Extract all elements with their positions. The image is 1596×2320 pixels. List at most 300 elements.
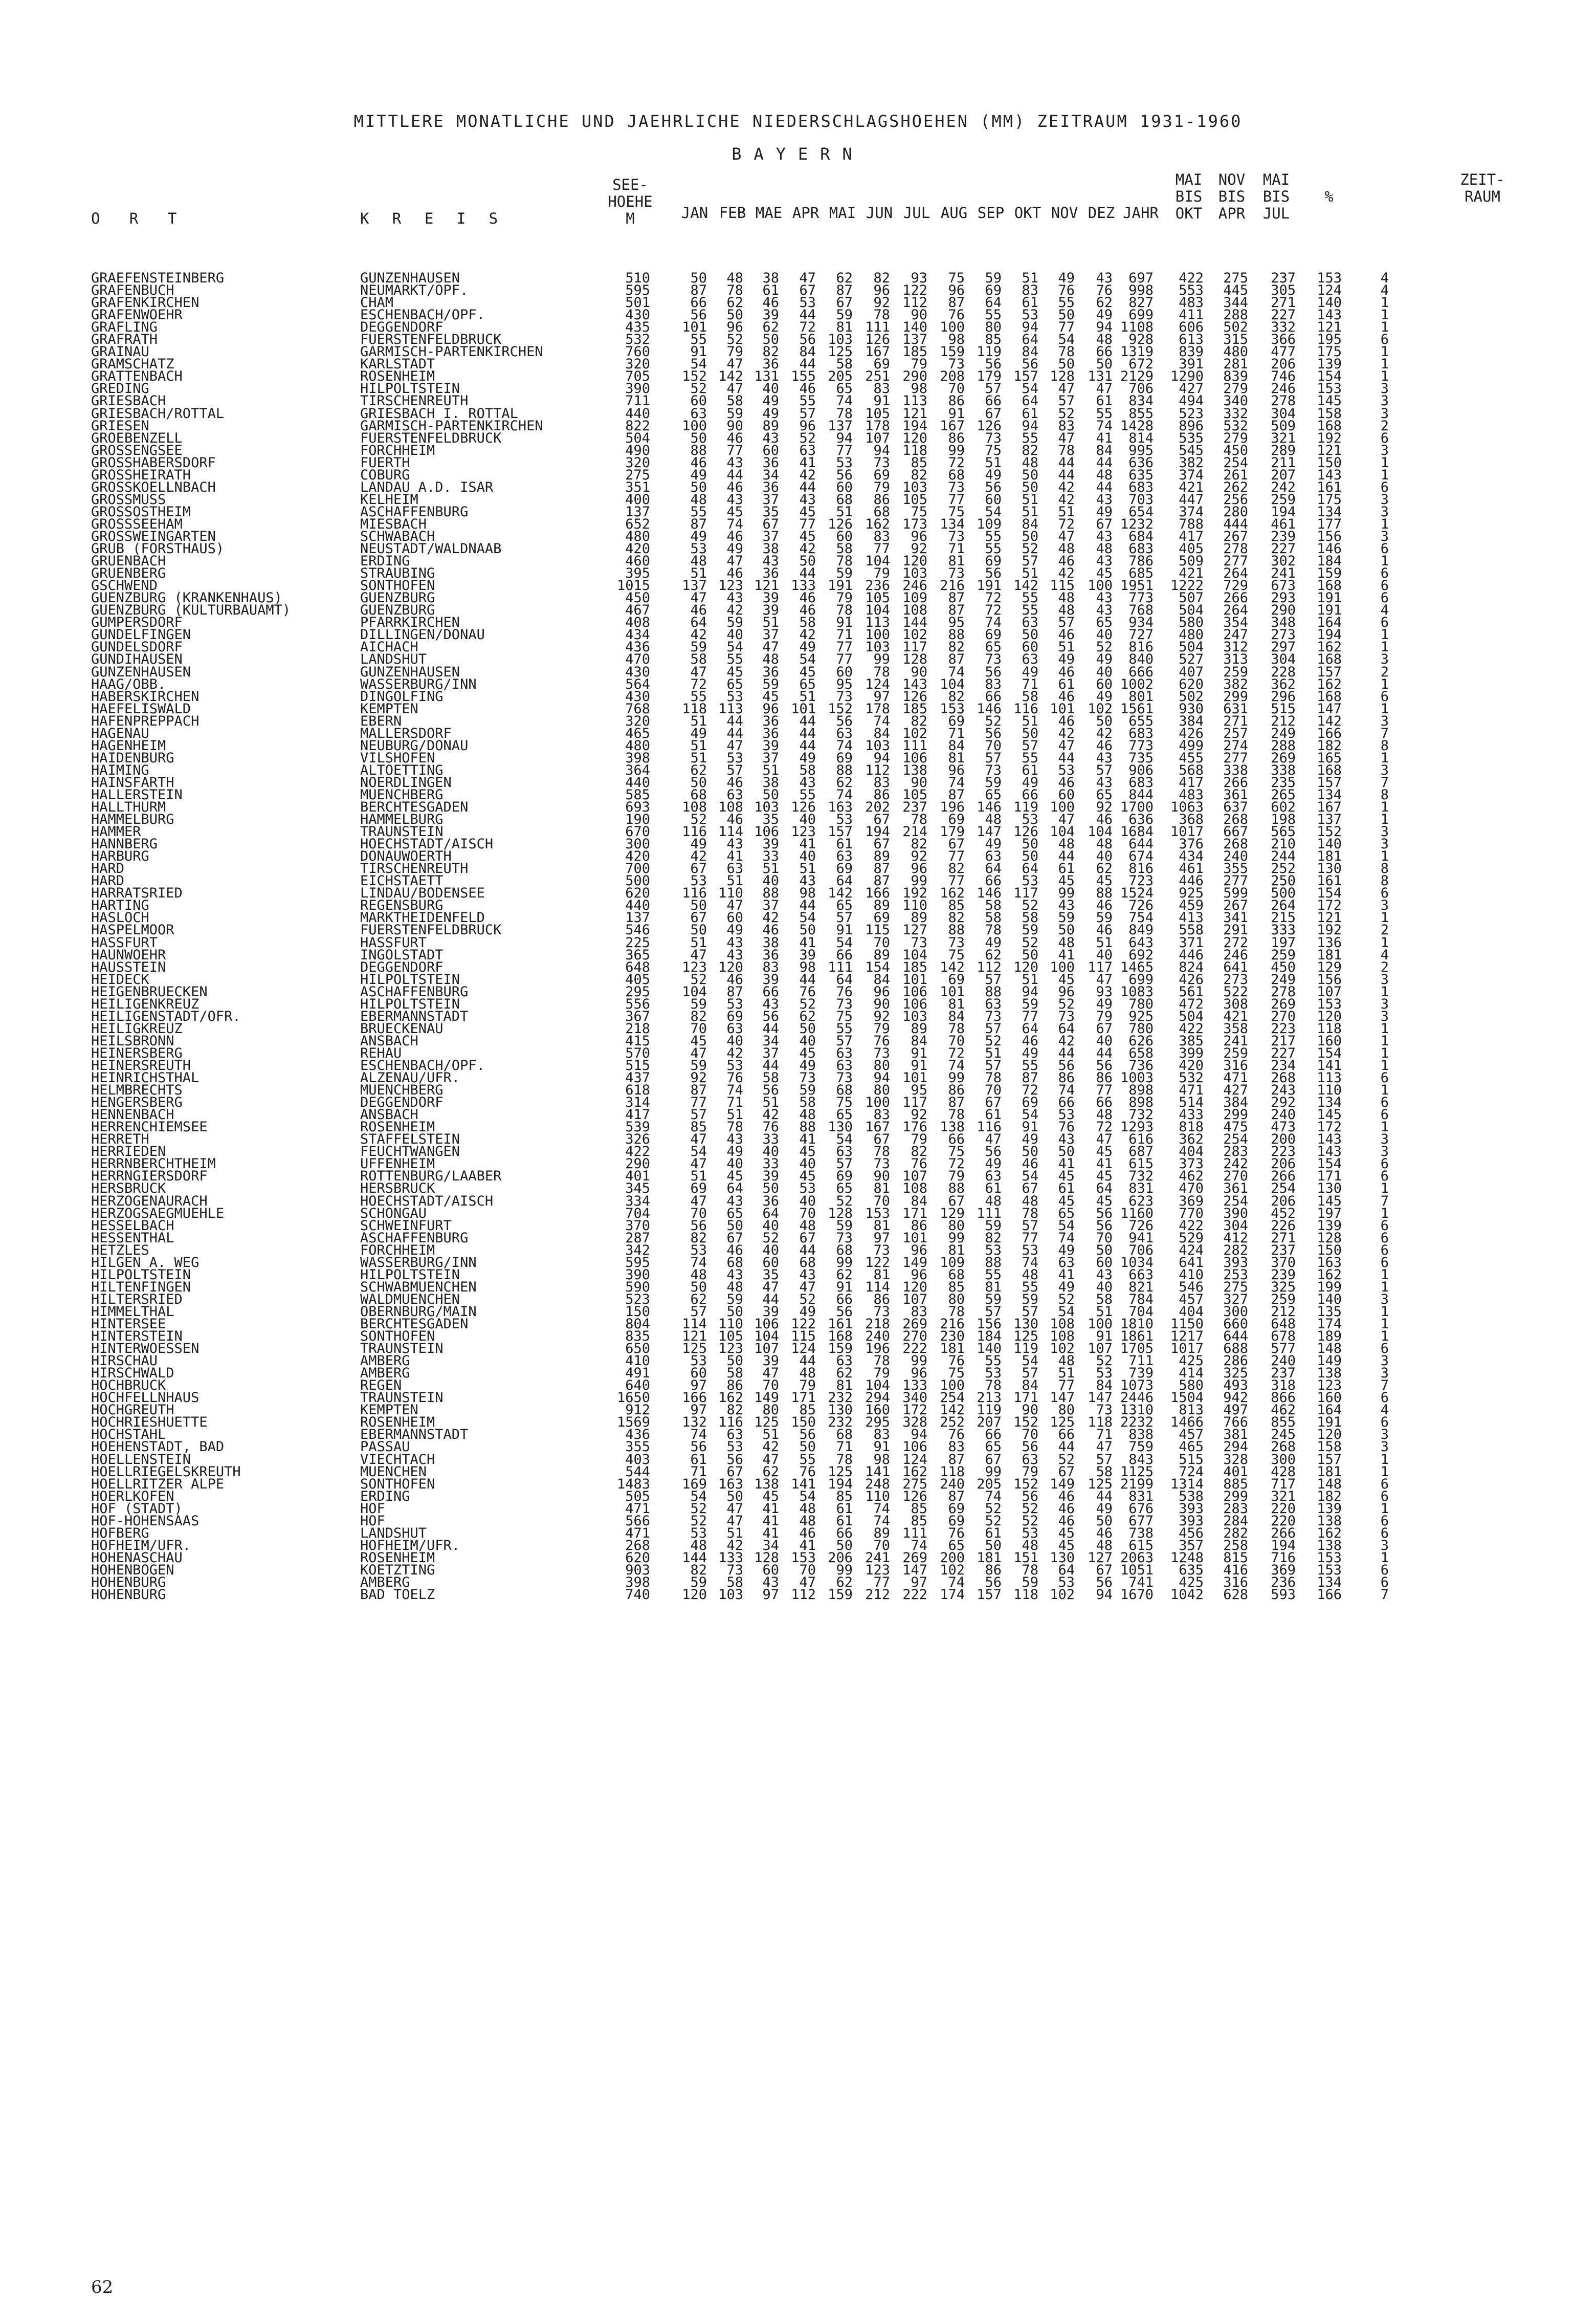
cell-mae: 46 [762,922,779,938]
cell-kreis: ASCHAFFENBURG [360,983,469,1000]
cell-jun: 80 [873,1058,890,1074]
cell-ort: HERRNBERCHTHEIM [91,1156,216,1172]
cell-aug: 73 [948,528,965,544]
cell-mae: 96 [762,701,779,717]
cell-feb: 46 [726,565,743,582]
cell-sep: 53 [985,1242,1002,1258]
header-mai-jul-line: MAI [1262,171,1290,188]
cell-mai-jul: 249 [1271,725,1296,741]
cell-jan: 59 [690,1574,707,1590]
cell-nov: 78 [1058,344,1075,360]
cell-nov: 53 [1058,1107,1075,1123]
cell-jahr: 626 [1128,1033,1154,1049]
cell-mai-jul: 509 [1271,418,1296,434]
cell-nov-apr: 355 [1223,861,1248,877]
table-row [0,737,1596,754]
cell-mai-okt: 535 [1179,430,1204,446]
cell-sep: 55 [985,1266,1002,1283]
cell-mai-okt: 925 [1179,885,1204,902]
cell-mai-okt: 471 [1179,1082,1204,1099]
cell-ort: HOERLKOFEN [91,1488,174,1504]
cell-feb: 120 [718,959,743,975]
cell-okt: 48 [1022,1537,1038,1553]
cell-mai: 159 [828,1587,853,1603]
cell-apr: 41 [799,836,816,852]
cell-kreis: ESCHENBACH/OPF. [360,1058,485,1074]
cell-zeitraum: 6 [1380,1476,1389,1492]
cell-jahr: 831 [1128,1488,1154,1504]
header-mai-line: MAI [829,204,856,222]
cell-mai-jul: 602 [1271,799,1296,816]
cell-feb: 110 [718,885,743,902]
cell-jul: 95 [911,1082,927,1099]
cell-jun: 69 [873,467,890,483]
cell-mai-jul: 348 [1271,615,1296,631]
cell-mai-okt: 376 [1179,836,1204,852]
cell-feb: 43 [726,454,743,471]
cell-dez: 65 [1096,786,1113,803]
cell-pct: 162 [1317,1266,1342,1283]
cell-nov: 41 [1058,1266,1075,1283]
cell-jan: 70 [690,1205,707,1221]
cell-mae: 51 [762,615,779,631]
station-table [0,272,1596,1601]
cell-apr: 62 [799,1008,816,1024]
cell-sep: 57 [985,381,1002,397]
cell-dez: 71 [1096,1427,1113,1443]
cell-ort: HAGENHEIM [91,737,166,754]
header-sep-line: SEP [977,204,1005,222]
cell-jahr: 636 [1128,812,1154,828]
cell-kreis: SONTHOFEN [360,1328,435,1345]
cell-zeitraum: 7 [1380,774,1389,791]
cell-nov: 50 [1058,922,1075,938]
cell-pct: 153 [1317,1562,1342,1578]
cell-seehoehe: 470 [625,651,650,668]
cell-mai-jul: 296 [1271,688,1296,705]
table-row [0,1549,1596,1566]
cell-mai-jul: 264 [1271,898,1296,914]
cell-mai-jul: 245 [1271,1427,1296,1443]
cell-seehoehe: 334 [625,1193,650,1209]
cell-nov-apr: 268 [1223,812,1248,828]
cell-dez: 44 [1096,1488,1113,1504]
cell-mai-okt: 1063 [1170,799,1204,816]
cell-aug: 77 [948,873,965,889]
cell-ort: HEINERSREUTH [91,1058,191,1074]
cell-apr: 39 [799,947,816,963]
cell-kreis: KARLSTADT [360,356,435,373]
cell-nov-apr: 264 [1223,602,1248,619]
cell-ort: GROSSOSTHEIM [91,504,191,520]
cell-jahr: 941 [1128,1230,1154,1246]
cell-aug: 76 [948,1427,965,1443]
cell-mai-okt: 1217 [1170,1328,1204,1345]
table-row [0,297,1596,309]
header-mai-okt [1176,171,1202,222]
cell-seehoehe: 1569 [616,1414,650,1431]
table-row [0,1527,1596,1540]
cell-zeitraum: 1 [1380,1205,1389,1221]
cell-ort: HOCHGREUTH [91,1402,174,1418]
cell-sep: 72 [985,602,1002,619]
cell-feb: 40 [726,1033,743,1049]
cell-kreis: FORCHHEIM [360,1242,435,1258]
cell-mai-jul: 289 [1271,442,1296,458]
table-row [0,395,1596,407]
table-row [0,983,1596,1000]
cell-feb: 48 [726,1279,743,1295]
cell-zeitraum: 8 [1380,786,1389,803]
cell-ort: HAAG/OBB. [91,676,166,692]
cell-sep: 59 [985,1217,1002,1234]
cell-jahr: 773 [1128,590,1154,606]
cell-jahr: 840 [1128,651,1154,668]
cell-okt: 52 [1022,898,1038,914]
cell-mai: 64 [836,971,853,988]
cell-jun: 112 [865,762,890,778]
cell-apr: 40 [799,1156,816,1172]
cell-jahr: 786 [1128,553,1154,570]
cell-sep: 55 [985,307,1002,323]
cell-zeitraum: 8 [1380,873,1389,889]
cell-aug: 75 [948,1365,965,1382]
region-heading: BAYERN [731,144,864,164]
table-row [0,641,1596,653]
cell-seehoehe: 351 [625,479,650,495]
cell-jahr: 683 [1128,479,1154,495]
cell-kreis: GUENZBURG [360,590,435,606]
cell-jahr: 674 [1128,848,1154,865]
cell-jan: 166 [682,1390,707,1406]
cell-dez: 92 [1096,799,1113,816]
cell-kreis: ANSBACH [360,1033,418,1049]
cell-mae: 60 [762,442,779,458]
table-row [0,553,1596,570]
cell-mai-jul: 220 [1271,1513,1296,1529]
cell-mai-okt: 457 [1179,1291,1204,1307]
cell-dez: 131 [1088,368,1113,385]
cell-jul: 270 [902,1328,927,1345]
cell-feb: 53 [726,688,743,705]
cell-mae: 47 [762,1365,779,1382]
cell-mai-jul: 212 [1271,713,1296,729]
cell-seehoehe: 693 [625,799,650,816]
header-mae-line: MAE [755,204,783,222]
cell-jul: 106 [902,983,927,1000]
cell-mai-jul: 462 [1271,1402,1296,1418]
cell-feb: 114 [718,824,743,840]
cell-jahr: 677 [1128,1513,1154,1529]
cell-nov-apr: 354 [1223,615,1248,631]
cell-nov: 47 [1058,737,1075,754]
cell-dez: 100 [1088,578,1113,594]
cell-nov-apr: 885 [1223,1476,1248,1492]
cell-jahr: 834 [1128,393,1154,409]
cell-mai-okt: 499 [1179,737,1204,754]
cell-nov: 80 [1058,1402,1075,1418]
cell-sep: 57 [985,971,1002,988]
cell-seehoehe: 417 [625,1107,650,1123]
cell-mai: 206 [828,1549,853,1566]
cell-kreis: DILLINGEN/DONAU [360,627,485,643]
cell-mai: 111 [828,959,853,975]
cell-okt: 57 [1022,1303,1038,1320]
cell-jan: 87 [690,1082,707,1099]
cell-jahr: 925 [1128,1008,1154,1024]
cell-jun: 196 [865,1341,890,1357]
cell-mai-jul: 318 [1271,1377,1296,1394]
cell-mai-jul: 237 [1271,1242,1296,1258]
cell-kreis: MARKTHEIDENFELD [360,910,485,926]
cell-mai-jul: 227 [1271,1045,1296,1061]
table-row [0,1589,1596,1601]
cell-nov: 59 [1058,910,1075,926]
cell-apr: 49 [799,639,816,655]
cell-jun: 78 [873,664,890,680]
cell-zeitraum: 1 [1380,1316,1389,1332]
cell-sep: 67 [985,1095,1002,1111]
cell-ort: GRAFENKIRCHEN [91,295,199,311]
cell-jahr: 704 [1128,1303,1154,1320]
cell-mai: 79 [836,590,853,606]
cell-feb: 162 [718,1390,743,1406]
cell-jan: 50 [690,774,707,791]
cell-dez: 45 [1096,873,1113,889]
cell-mae: 60 [762,1562,779,1578]
cell-jul: 84 [911,1033,927,1049]
cell-mai-jul: 241 [1271,565,1296,582]
header-sep [978,205,1004,222]
cell-jun: 78 [873,1144,890,1160]
table-row [0,1047,1596,1060]
cell-seehoehe: 398 [625,1574,650,1590]
cell-sep: 191 [977,578,1002,594]
cell-apr: 96 [799,418,816,434]
cell-ort: GUENZBURG (KRANKENHAUS) [91,590,282,606]
cell-kreis: BERCHTESGADEN [360,799,469,816]
cell-jahr: 898 [1128,1095,1154,1111]
cell-jan: 50 [690,922,707,938]
cell-feb: 74 [726,516,743,532]
cell-kreis: HILPOLTSTEIN [360,971,460,988]
cell-mai-jul: 366 [1271,332,1296,348]
cell-okt: 116 [1013,701,1038,717]
cell-kreis: KEMPTEN [360,1402,418,1418]
cell-jan: 49 [690,836,707,852]
cell-mai-jul: 206 [1271,1156,1296,1172]
cell-kreis: EICHSTAETT [360,873,444,889]
cell-feb: 47 [726,898,743,914]
cell-sep: 50 [985,1537,1002,1553]
cell-feb: 42 [726,1045,743,1061]
cell-feb: 67 [726,1463,743,1480]
cell-mai-okt: 413 [1179,910,1204,926]
cell-okt: 56 [1022,1488,1038,1504]
cell-pct: 149 [1317,1353,1342,1369]
cell-jahr: 2129 [1120,368,1154,385]
cell-aug: 167 [940,418,965,434]
cell-apr: 65 [799,676,816,692]
cell-nov-apr: 729 [1223,578,1248,594]
cell-aug: 69 [948,971,965,988]
cell-mai-jul: 305 [1271,282,1296,299]
cell-mai: 77 [836,651,853,668]
cell-apr: 50 [799,922,816,938]
cell-kreis: FUERTH [360,454,410,471]
cell-jahr: 699 [1128,971,1154,988]
cell-nov: 100 [1050,799,1075,816]
cell-kreis: ERDING [360,1488,410,1504]
cell-dez: 47 [1096,381,1113,397]
cell-zeitraum: 1 [1380,910,1389,926]
table-row [0,481,1596,494]
cell-mai-jul: 321 [1271,1488,1296,1504]
cell-feb: 47 [726,553,743,570]
cell-seehoehe: 137 [625,910,650,926]
cell-aug: 65 [948,1537,965,1553]
cell-pct: 162 [1317,639,1342,655]
cell-apr: 70 [799,1562,816,1578]
cell-dez: 50 [1096,1242,1113,1258]
cell-nov: 52 [1058,1451,1075,1468]
cell-ort: GRAMSCHATZ [91,356,174,373]
cell-feb: 40 [726,1156,743,1172]
cell-nov: 54 [1058,1217,1075,1234]
cell-nov: 43 [1058,1131,1075,1148]
cell-feb: 60 [726,910,743,926]
cell-sep: 60 [985,491,1002,508]
cell-kreis: BERCHTESGADEN [360,1316,469,1332]
cell-jun: 91 [873,1439,890,1455]
cell-jahr: 723 [1128,873,1154,889]
cell-dez: 94 [1096,319,1113,336]
cell-sep: 52 [985,713,1002,729]
cell-sep: 55 [985,541,1002,557]
table-row [0,1109,1596,1121]
cell-jan: 50 [690,1279,707,1295]
cell-jul: 127 [902,922,927,938]
cell-zeitraum: 6 [1380,1168,1389,1185]
cell-mai-okt: 1222 [1170,578,1204,594]
cell-pct: 168 [1317,418,1342,434]
cell-mai: 62 [836,1266,853,1283]
cell-mae: 70 [762,1377,779,1394]
cell-mai-okt: 724 [1179,1463,1204,1480]
cell-apr: 126 [791,799,816,816]
cell-mai-okt: 1150 [1170,1316,1204,1332]
cell-nov-apr: 427 [1223,1082,1248,1099]
cell-jan: 123 [682,959,707,975]
cell-kreis: LANDSHUT [360,651,427,668]
cell-dez: 64 [1096,1180,1113,1197]
cell-zeitraum: 3 [1380,996,1389,1012]
cell-nov-apr: 267 [1223,898,1248,914]
cell-mae: 41 [762,1513,779,1529]
cell-mai: 65 [836,381,853,397]
cell-kreis: KELHEIM [360,491,418,508]
cell-ort: GUENZBURG (KULTURBAUAMT) [91,602,291,619]
table-row [0,900,1596,912]
cell-nov: 46 [1058,627,1075,643]
cell-nov: 101 [1050,701,1075,717]
cell-jan: 46 [690,602,707,619]
cell-jul: 185 [902,701,927,717]
cell-jahr: 843 [1128,1451,1154,1468]
cell-zeitraum: 1 [1380,516,1389,532]
cell-jahr: 1125 [1120,1463,1154,1480]
cell-jun: 83 [873,528,890,544]
cell-apr: 54 [799,1488,816,1504]
cell-aug: 71 [948,725,965,741]
cell-pct: 159 [1317,565,1342,582]
cell-ort: HAUSSTEIN [91,959,166,975]
cell-jan: 144 [682,1549,707,1566]
cell-sep: 58 [985,898,1002,914]
cell-jan: 42 [690,848,707,865]
cell-nov-apr: 358 [1223,1020,1248,1037]
cell-jun: 94 [873,442,890,458]
cell-dez: 60 [1096,1254,1113,1271]
cell-apr: 47 [799,1279,816,1295]
cell-seehoehe: 398 [625,750,650,766]
cell-feb: 116 [718,1414,743,1431]
cell-jun: 79 [873,479,890,495]
cell-pct: 160 [1317,1390,1342,1406]
cell-sep: 109 [977,516,1002,532]
cell-pct: 145 [1317,1107,1342,1123]
cell-okt: 51 [1022,713,1038,729]
cell-mai-okt: 421 [1179,565,1204,582]
cell-sep: 57 [985,750,1002,766]
cell-dez: 79 [1096,1008,1113,1024]
cell-mae: 64 [762,1205,779,1221]
cell-nov-apr: 264 [1223,565,1248,582]
cell-nov-apr: 644 [1223,1328,1248,1345]
cell-jul: 176 [902,1119,927,1135]
cell-mai-okt: 459 [1179,898,1204,914]
cell-mai-jul: 227 [1271,541,1296,557]
cell-jul: 143 [902,676,927,692]
cell-dez: 55 [1096,405,1113,422]
cell-feb: 43 [726,836,743,852]
cell-mai-jul: 273 [1271,627,1296,643]
cell-kreis: ALTOETTING [360,762,444,778]
cell-jan: 82 [690,1230,707,1246]
cell-mae: 36 [762,479,779,495]
cell-mai-jul: 212 [1271,1303,1296,1320]
cell-zeitraum: 1 [1380,848,1389,865]
cell-okt: 46 [1022,1033,1038,1049]
cell-mai-jul: 226 [1271,1217,1296,1234]
cell-kreis: HILPOLTSTEIN [360,1266,460,1283]
cell-mai: 56 [836,713,853,729]
cell-jun: 78 [873,1353,890,1369]
cell-feb: 44 [726,467,743,483]
cell-mai: 59 [836,565,853,582]
cell-jul: 96 [911,528,927,544]
cell-nov-apr: 300 [1223,1303,1248,1320]
cell-mae: 59 [762,676,779,692]
cell-dez: 43 [1096,553,1113,570]
cell-zeitraum: 1 [1380,799,1389,816]
cell-okt: 63 [1022,651,1038,668]
cell-okt: 64 [1022,861,1038,877]
cell-feb: 46 [726,1242,743,1258]
cell-pct: 168 [1317,651,1342,668]
cell-jul: 101 [902,1230,927,1246]
cell-okt: 50 [1022,479,1038,495]
